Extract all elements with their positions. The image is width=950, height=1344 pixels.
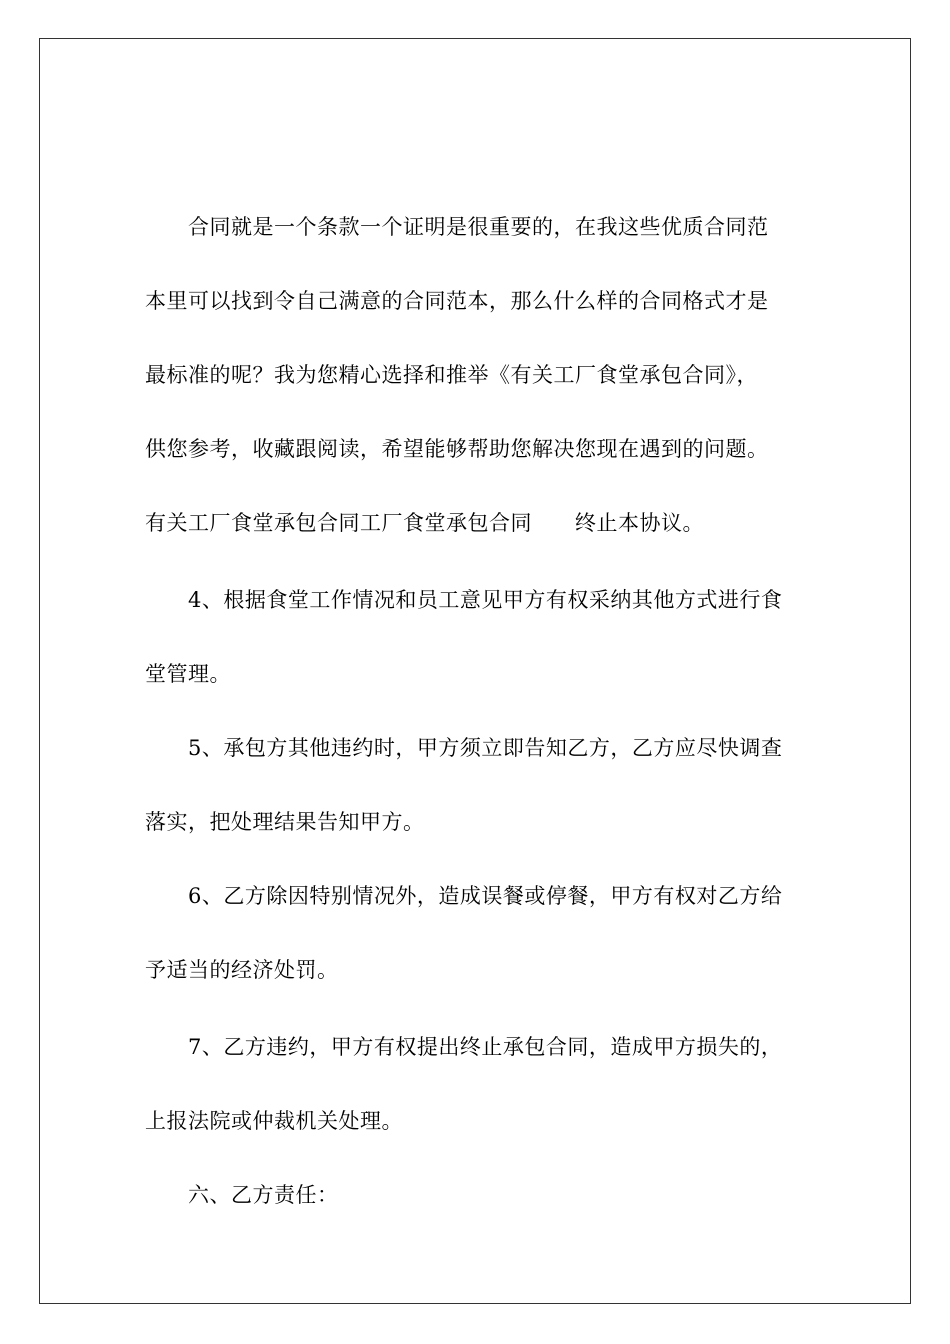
section-heading: 六、乙方责任： bbox=[188, 1183, 339, 1207]
paragraph-line: 5、承包方其他违约时，甲方须立即告知乙方，乙方应尽快调查 bbox=[188, 736, 783, 760]
paragraph-line: 落实，把处理结果告知甲方。 bbox=[145, 810, 425, 834]
paragraph-line: 合同就是一个条款一个证明是很重要的，在我这些优质合同范 bbox=[188, 215, 769, 239]
paragraph-line: 有关工厂食堂承包合同工厂食堂承包合同 终止本协议。 bbox=[145, 511, 704, 535]
paragraph-line: 予适当的经济处罚。 bbox=[145, 958, 339, 982]
paragraph-line: 最标准的呢？我为您精心选择和推举《有关工厂食堂承包合同》， bbox=[145, 363, 758, 387]
paragraph-line: 供您参考，收藏跟阅读，希望能够帮助您解决您现在遇到的问题。 bbox=[145, 437, 769, 461]
paragraph-line: 7、乙方违约，甲方有权提出终止承包合同，造成甲方损失的， bbox=[188, 1035, 783, 1059]
paragraph-line: 4、根据食堂工作情况和员工意见甲方有权采纳其他方式进行食 bbox=[188, 588, 783, 612]
paragraph-line: 上报法院或仲裁机关处理。 bbox=[145, 1109, 403, 1133]
paragraph-line: 本里可以找到令自己满意的合同范本，那么什么样的合同格式才是 bbox=[145, 289, 769, 313]
paragraph-line: 6、乙方除因特别情况外，造成误餐或停餐，甲方有权对乙方给 bbox=[188, 884, 783, 908]
paragraph-line: 堂管理。 bbox=[145, 662, 231, 686]
